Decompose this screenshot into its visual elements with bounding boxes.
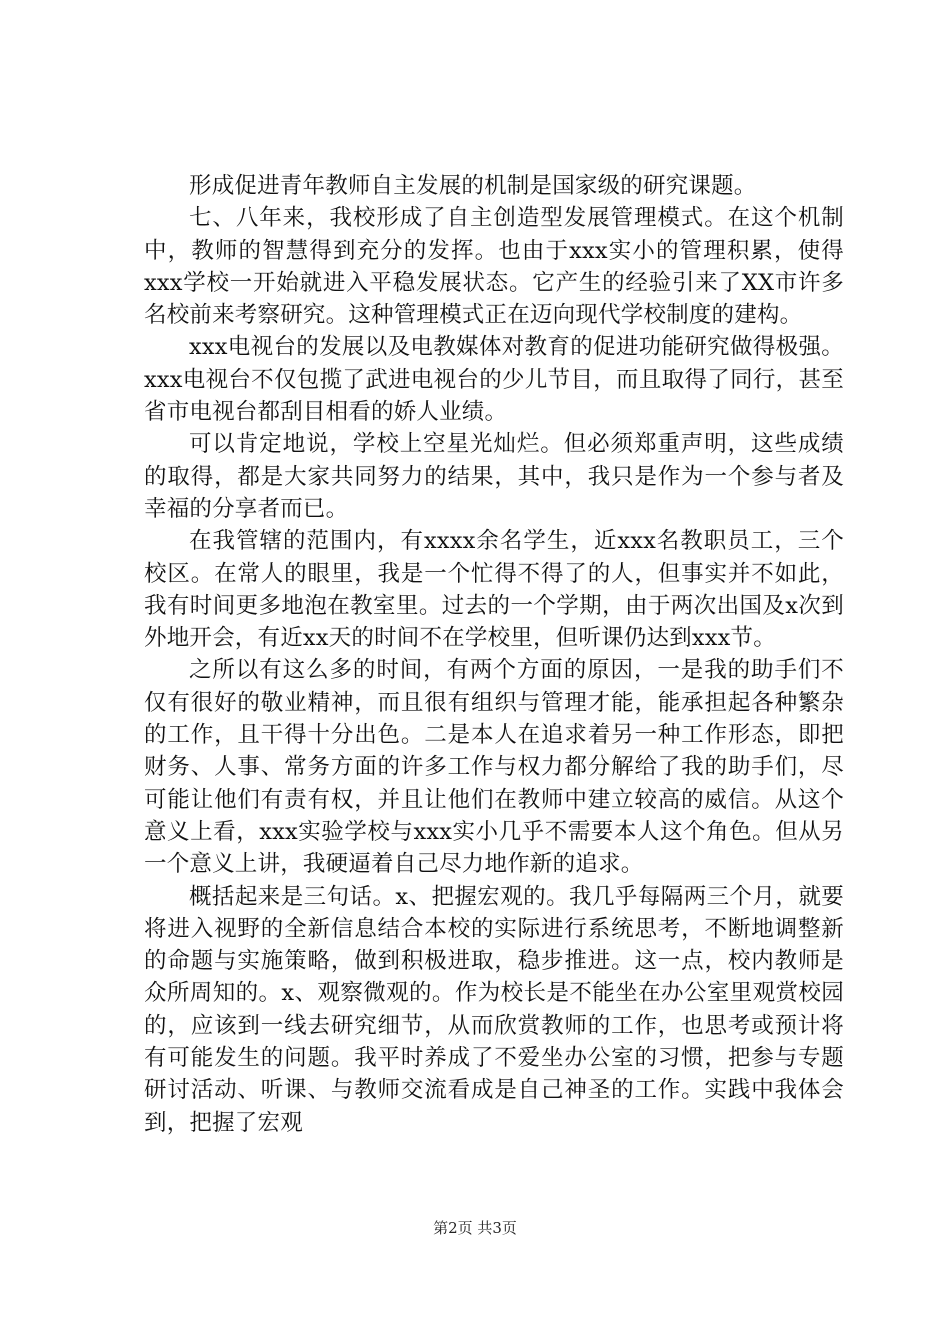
paragraph-7: 概括起来是三句话。x、把握宏观的。我几乎每隔两三个月，就要将进入视野的全新信息结合本校的实际进行系统思考，不断地调整新的命题与实施策略，做到积极进取，稳步推进。这一点，校内教师是众所周知的。x、观察微观的。作为校长是不能坐在办公室里观赏校园的，应该到一线去研究细节，从而欣赏教师的工作，也思考或预计将有可能发生的问题。我平时养成了不爱坐办公室的习惯，把参与专题研讨活动、听课、与教师交流看成是自己神圣的工作。实践中我体会到，把握了宏观 xyxy=(144,883,844,1136)
paragraph-3: xxx电视台的发展以及电教媒体对教育的促进功能研究做得极强。xxx电视台不仅包揽了武进电视台的少儿节目，而且取得了同行，甚至省市电视台都刮目相看的娇人业绩。 xyxy=(144,334,844,426)
paragraph-4: 可以肯定地说，学校上空星光灿烂。但必须郑重声明，这些成绩的取得，都是大家共同努力的结果，其中，我只是作为一个参与者及幸福的分享者而已。 xyxy=(144,431,844,522)
paragraph-2: 七、八年来，我校形成了自主创造型发展管理模式。在这个机制中，教师的智慧得到充分的发挥。也由于xxx实小的管理积累，使得xxx学校一开始就进入平稳发展状态。它产生的经验引来了XX市许多名校前来考察研究。这种管理模式正在迈向现代学校制度的建构。 xyxy=(144,205,844,329)
paragraph-1: 形成促进青年教师自主发展的机制是国家级的研究课题。 xyxy=(189,173,757,199)
paragraph-5: 在我管辖的范围内，有xxxx余名学生，近xxx名教职员工，三个校区。在常人的眼里，我是一个忙得不得了的人，但事实并不如此，我有时间更多地泡在教室里。过去的一个学期，由于两次出国及x次到外地开会，有近xx天的时间不在学校里，但听课仍达到xxx节。 xyxy=(144,528,844,652)
page-footer: 第2页 共3页 xyxy=(433,1219,517,1237)
paragraph-6: 之所以有这么多的时间，有两个方面的原因，一是我的助手们不仅有很好的敬业精神，而且很有组织与管理才能，能承担起各种繁杂的工作，且干得十分出色。二是本人在追求着另一种工作形态，即把财务、人事、常务方面的许多工作与权力都分解给了我的助手们，尽可能让他们有责有权，并且让他们在教师中建立较高的威信。从这个意义上看，xxx实验学校与xxx实小几乎不需要本人这个角色。但从另一个意义上讲，我硬逼着自己尽力地作新的追求。 xyxy=(144,657,844,878)
body-text xyxy=(144,170,844,1139)
